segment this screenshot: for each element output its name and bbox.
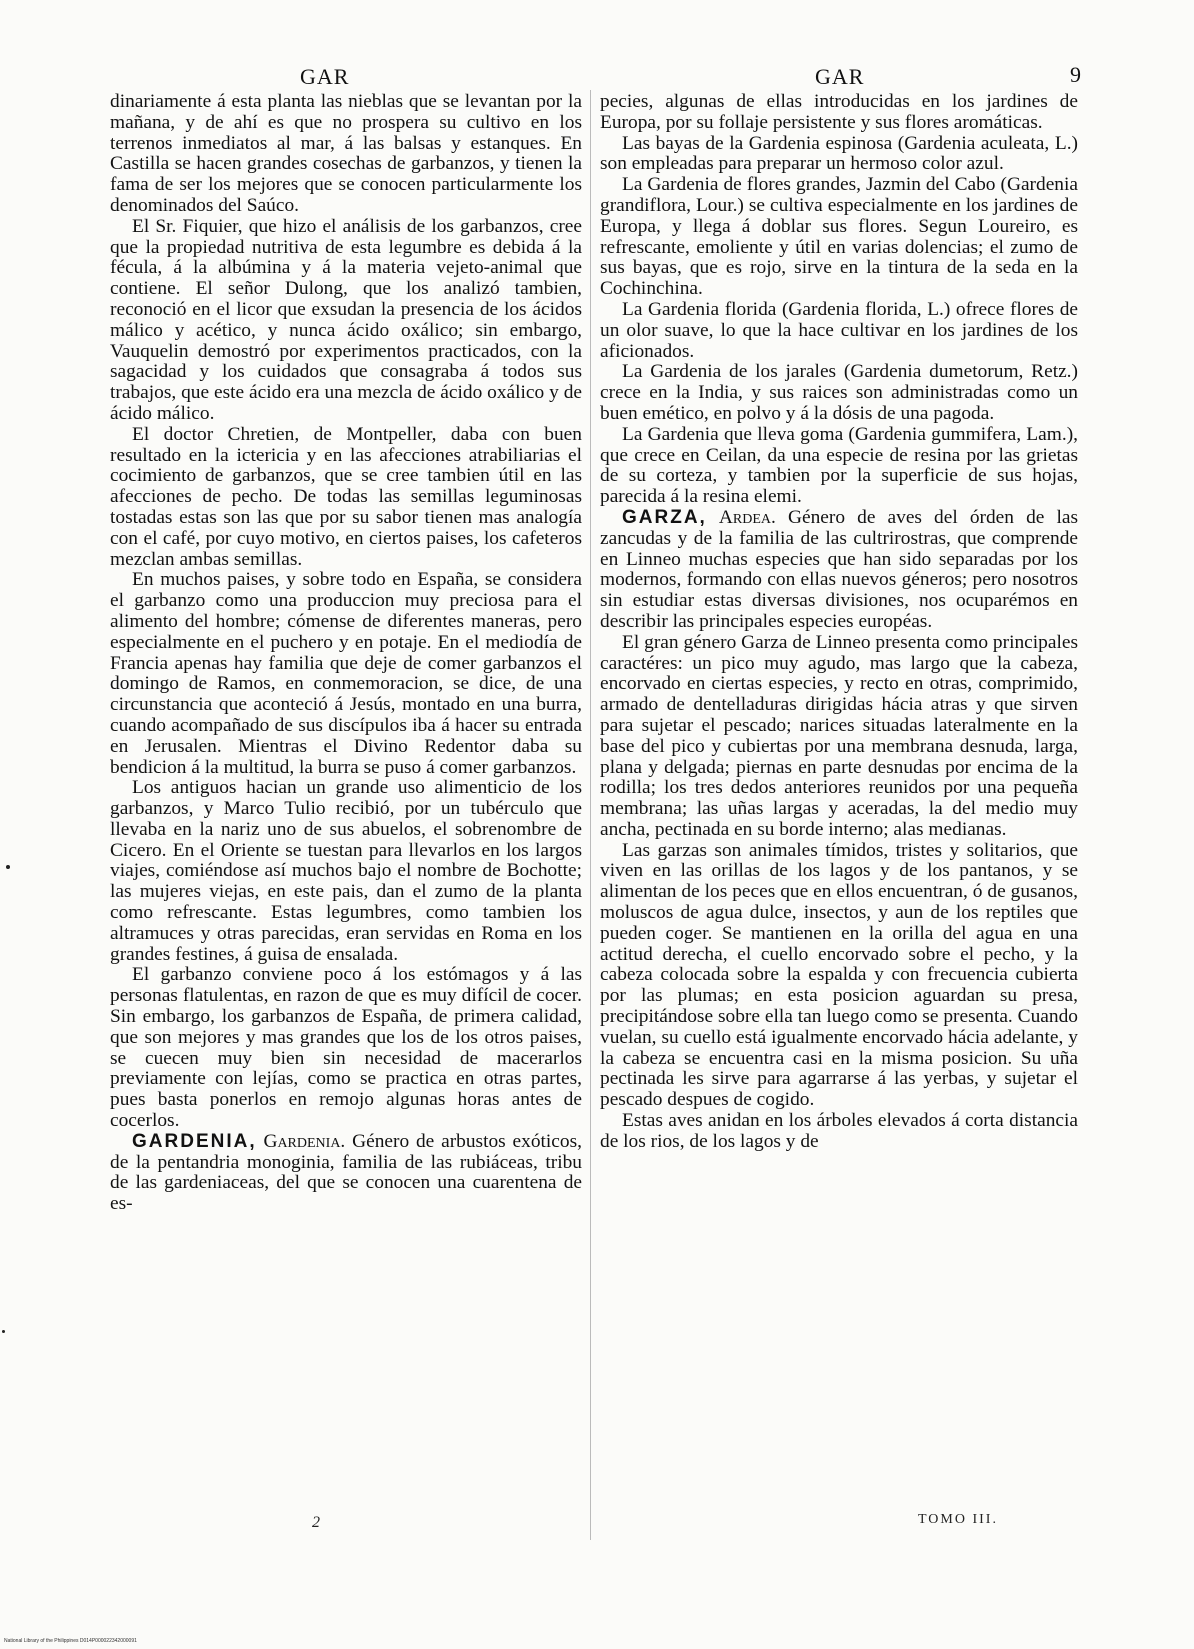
paragraph: Las garzas son animales tímidos, tristes y solitarios, que viven en las orillas de los lagos y de los pantanos, y se alimentan de los peces que en ellos encuentran, ó de gusanos, moluscos de agua dulce, insectos, y aun de los reptiles que pueden coger. Se mantienen en la orilla del agua en una actitud derecha, el cuello encorvado sobre el pecho, y la cabeza colocada sobre la espalda y con frecuencia cubierta por las plumas; en esta posicion aguardan su presa, precipitándose sobre ella tan luego como se presenta. Cuando vuelan, su cuello está igualmente encorvado hácia adelante, y la cabeza se encuentra casi en la misma posicion. Su uña pectinada les sirve para agarrarse á las yerbas, y sujetar el pescado despues de cogido. bbox=[600, 839, 1078, 1111]
page-number: 9 bbox=[1070, 62, 1081, 87]
paragraph: Las bayas de la Gardenia espinosa (Gardenia aculeata, L.) son empleadas para preparar un hermoso color azul. bbox=[600, 132, 1078, 175]
paragraph: El doctor Chretien, de Montpeller, daba con buen resultado en la ictericia y en las afecciones atrabiliarias el cocimiento de garbanzos, que se cree tambien útil en las afecciones de pecho. De todas las semillas leguminosas tostadas estas son las que por su sabor tienen mas analogía con el café, por cuyo motivo, en ciertos paises, los cafeteros mezclan ambas semillas. bbox=[110, 423, 582, 570]
signature-mark: 2 bbox=[312, 1514, 320, 1531]
scan-credit: National Library of the Philippines D014P000022342000091 bbox=[4, 1638, 137, 1644]
column-divider bbox=[590, 90, 591, 1540]
paragraph: La Gardenia de los jarales (Gardenia dumetorum, Retz.) crece en la India, y sus raices son administradas como un buen emético, en polvo y á la dósis de una pagoda. bbox=[600, 361, 1078, 424]
paragraph: pecies, algunas de ellas introducidas en los jardines de Europa, por su follaje persistente y sus flores aromáticas. bbox=[600, 92, 1078, 133]
paragraph: En muchos paises, y sobre todo en España, se considera el garbanzo como una produccion muy preciosa para el alimento del hombre; cómense de diferentes maneras, pero especialmente en el puchero y en potaje. En el mediodía de Francia apenas hay familia que deje de comer garbanzos el domingo de Ramos, en conmemoracion, se dice, de una circunstancia que aconteció á Jesús, montado en una burra, cuando acompañado de sus discípulos iba á hacer su entrada en Jerusalen. Mientras el Divino Redentor daba su bendicion á la multitud, la burra se puso á comer garbanzos. bbox=[110, 569, 582, 778]
gardenia-entry bbox=[110, 1132, 582, 1215]
paragraph: El Sr. Fiquier, que hizo el análisis de los garbanzos, cree que la propiedad nutritiva de esta legumbre es debida á la fécula, á la albúmina y á la materia vejeto-animal que contiene. El señor Dulong, que los analizó tambien, reconoció en el licor que exsudan la presencia de los ácidos málico y acético, y nunca ácido oxálico; sin embargo, Vauquelin demostró por experimentos practicados, con la sagacidad y los cuidados que consagraba á todos sus trabajos, que este ácido era una mezcla de ácido oxálico y de ácido málico. bbox=[110, 215, 582, 424]
scan-speck bbox=[6, 865, 10, 869]
paragraph: El garbanzo conviene poco á los estómagos y á las personas flatulentas, en razon de que es muy difícil de cocer. Sin embargo, los garbanzos de España, de primera calidad, que son mejores y mas grandes que los de los otros paises, se cuecen muy bien sin necesidad de macerarlos previamente con lejías, como se practica en otras partes, pues basta ponerlos en remojo algunas horas antes de cocerlos. bbox=[110, 964, 582, 1132]
garza-entry bbox=[600, 508, 1078, 633]
paragraph: La Gardenia florida (Gardenia florida, L.) ofrece flores de un olor suave, lo que la hace cultivar en los jardines de los aficionados. bbox=[600, 298, 1078, 362]
gardenia-latin-name: Gardenia. bbox=[263, 1130, 346, 1152]
right-running-head: GAR bbox=[815, 64, 865, 89]
paragraph: dinariamente á esta planta las nieblas que se levantan por la mañana, y de ahí es que no prospera su cultivo en los terrenos inmediatos al mar, á las balsas y estanques. En Castilla se hacen grandes cosechas de garbanzos, y tienen la fama de ser los mejores que se conocen particularmente los denominados del Saúco. bbox=[110, 92, 582, 216]
paragraph: El gran género Garza de Linneo presenta como principales caractéres: un pico muy agudo, mas largo que la cabeza, encorvado en ciertas especies, y recto en otras, comprimido, armado de dentelladuras dirigidas hácia atras y que sirven para sujetar el pescado; narices situadas lateralmente en la base del pico y cubiertas por una membrana desnuda, larga, plana y delgada; piernas en parte desnudas por encima de la rodilla; los tres dedos anteriores reunidos por una pequeña membrana; las uñas largas y aceradas, la del medio muy ancha, pectinada en su borde interno; alas medianas. bbox=[600, 631, 1078, 840]
right-column bbox=[600, 92, 1078, 1532]
scan-speck bbox=[2, 1330, 5, 1333]
garza-headword: GARZA, bbox=[622, 506, 707, 528]
volume-mark: TOMO III. bbox=[918, 1512, 998, 1527]
paragraph: La Gardenia que lleva goma (Gardenia gummifera, Lam.), que crece en Ceilan, da una especie de resina por las grietas de su corteza, y tambien por la superficie de sus hojas, parecida á la resina elemi. bbox=[600, 423, 1078, 508]
garza-definition: Género de aves del órden de las zancudas y de la familia de las cultrirostras, que comprende en Linneo muchas especies que han sido separadas por los modernos, formando con ellas nuevos géneros; pero nosotros sin estudiar estas diversas divisiones, nos ocuparémos en describir las principales especies européas. bbox=[600, 506, 1078, 632]
gardenia-definition: Género de arbustos exóticos, de la pentandria monoginia, familia de las rubiáceas, tribu de las gardeniaceas, del que se conocen una cuarentena de es- bbox=[110, 1130, 582, 1215]
garza-latin-name: Ardea. bbox=[718, 506, 776, 528]
gardenia-headword: GARDENIA, bbox=[132, 1130, 257, 1152]
paragraph: Estas aves anidan en los árboles elevados á corta distancia de los rios, de los lagos y de bbox=[600, 1110, 1078, 1152]
left-column bbox=[110, 92, 582, 1532]
paragraph: La Gardenia de flores grandes, Jazmin del Cabo (Gardenia grandiflora, Lour.) se cultiva especialmente en los jardines de Europa, y llega á doblar sus flores. Segun Loureiro, es refrescante, emoliente y útil en varias dolencias; el zumo de sus bayas, que es rojo, sirve en la tintura de la seda en la Cochinchina. bbox=[600, 174, 1078, 300]
paragraph: Los antiguos hacian un grande uso alimenticio de los garbanzos, y Marco Tulio recibió, por un tubérculo que llevaba en la nariz uno de sus abuelos, el sobrenombre de Cicero. En el Oriente se tuestan para llevarlos en los largos viajes, comiéndose así muchos bajo el nombre de Bochotte; las mujeres viejas, en este pais, dan el zumo de la planta como refrescante. Estas legumbres, como tambien los altramuces y otras parecidas, eran servidas en Roma en los grandes festines, á guisa de ensalada. bbox=[110, 777, 582, 965]
left-running-head: GAR bbox=[300, 64, 350, 89]
